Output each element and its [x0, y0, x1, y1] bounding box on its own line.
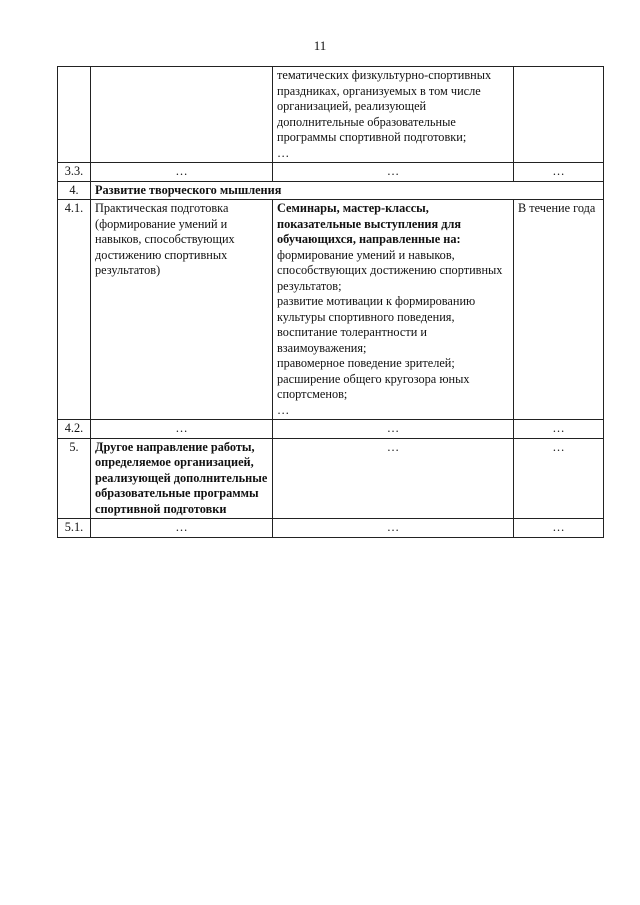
- plan-table: [57, 66, 604, 538]
- ellipsis: …: [277, 402, 290, 417]
- cell-number: 4.2.: [58, 420, 91, 439]
- cell-direction: …: [91, 420, 273, 439]
- cell-direction: Практическая подготовка (формирование умений и навыков, способствующих достижению спортивных результатов): [91, 200, 273, 420]
- cell-timing: [514, 67, 604, 163]
- ellipsis: …: [277, 145, 290, 160]
- cell-timing: …: [514, 420, 604, 439]
- cell-activities: …: [273, 519, 514, 538]
- table-row-5-1: [58, 519, 604, 538]
- section-title: Развитие творческого мышления: [91, 181, 604, 200]
- table-row-4-1: [58, 200, 604, 420]
- cell-activities: [273, 200, 514, 420]
- cell-direction: [91, 67, 273, 163]
- cell-number: 5.1.: [58, 519, 91, 538]
- cell-activities: …: [273, 163, 514, 182]
- cell-direction: …: [91, 519, 273, 538]
- table-row-continuation: [58, 67, 604, 163]
- activities-text: тематических физкультурно-спортивных праздниках, организуемых в том числе организацией, реализующей дополнительные образовательные программы спортивной подготовки;: [277, 68, 492, 144]
- cell-number: 4.1.: [58, 200, 91, 420]
- table-row-5: [58, 438, 604, 519]
- page-number: 11: [313, 38, 327, 53]
- cell-number: 5.: [58, 438, 91, 519]
- activities-heading: Семинары, мастер-классы, показательные выступления для обучающихся, направленные на:: [277, 201, 462, 246]
- cell-timing: В течение года: [514, 200, 604, 420]
- cell-number: [58, 67, 91, 163]
- cell-activities: …: [273, 420, 514, 439]
- cell-timing: …: [514, 163, 604, 182]
- cell-direction: …: [91, 163, 273, 182]
- cell-timing: …: [514, 519, 604, 538]
- cell-number: 3.3.: [58, 163, 91, 182]
- cell-activities: [273, 67, 514, 163]
- cell-timing: …: [514, 438, 604, 519]
- table-row-4: [58, 181, 604, 200]
- cell-direction: Другое направление работы, определяемое организацией, реализующей дополнительные образовательные программы спортивной подготовки: [91, 438, 273, 519]
- cell-activities: …: [273, 438, 514, 519]
- cell-number: 4.: [58, 181, 91, 200]
- table-row-3-3: [58, 163, 604, 182]
- activities-list: формирование умений и навыков, способствующих достижению спортивных результатов; развитие мотивации к формированию культуры спортивного поведения, воспитание толерантности и взаимоуважения; правомерное поведение зрителей; расширение общего кругозора юных спортсменов;: [277, 247, 503, 401]
- table-row-4-2: [58, 420, 604, 439]
